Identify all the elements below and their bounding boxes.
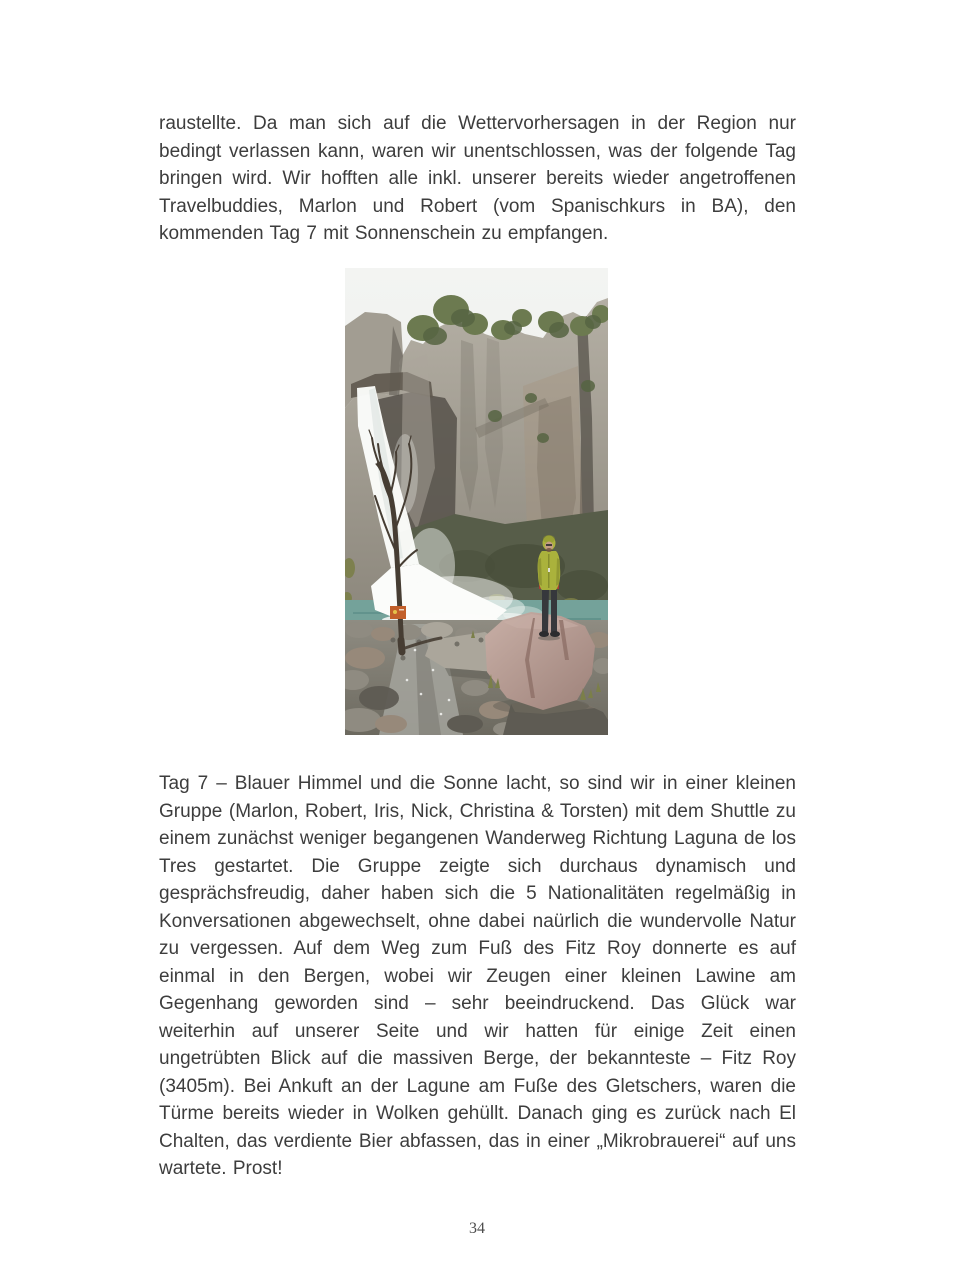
hiker-left-shoe [539,631,549,637]
hiker-left-leg [542,588,549,632]
waterfall-photo [345,268,608,735]
paragraph-tag7: Tag 7 – Blauer Himmel und die Sonne lacht, so sind wir in einer kleinen Gruppe (Marlon, Robert, Iris, Nick, Christina & Torsten) mit dem Shuttle zu einem zunächst weniger begangenen Wanderweg Richtung Laguna de los Tres gestartet. Die Gruppe zeigte sich durchaus dynamisch und gesprächsfreudig, daher haben sich die 5 Nationalitäten regelmäßig in Konversationen abgewechselt, ohne dabei naürlich die wundervolle Natur zu vergessen. Auf dem Weg zum Fuß des Fitz Roy donnerte es auf einmal in den Bergen, wobei wir Zeugen einer kleinen Lawine am Gegenhang geworden sind – sehr beeindruckend. Das Glück war weiterhin auf unserer Seite und wir hatten für einige Zeit einen ungetrübten Blick auf die massiven Berge, der bekannteste – Fitz Roy (3405m). Bei Ankuft an der Lagune am Fuße des Gletschers, waren die Türme bereits wieder in Wolken gehüllt. Danach ging es zurück nach El Chalten, das verdiente Bier abfassen, das in einer „Mikrobrauerei“ auf uns wartete. Prost! [159,773,796,1179]
hiker-sunglasses [546,544,552,546]
page-number: 34 [469,1220,485,1237]
paragraph-intro: raustellte. Da man sich auf die Wettervorhersagen in der Region nur bedingt verlassen kann, waren wir unentschlossen, was der folgende Tag bringen wird. Wir hofften alle inkl. unserer bereits wieder angetroffenen Travelbuddies, Marlon und Robert (vom Spanischkurs in BA), den kommenden Tag 7 mit Sonnenschein zu empfangen. [159,113,796,244]
trail-sign [390,606,406,619]
hiker-right-leg [551,588,557,632]
hiker-right-shoe [550,631,560,637]
hiker-beard [546,548,552,552]
waterfall-photo-graphic [345,268,608,735]
